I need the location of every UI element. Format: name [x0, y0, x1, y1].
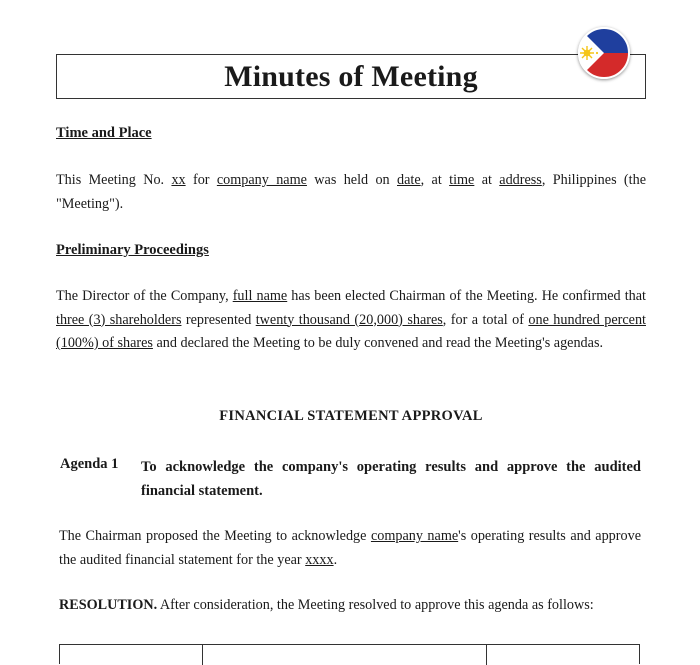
resolution-paragraph: RESOLUTION. After consideration, the Meeting resolved to approve this agenda as follows:	[59, 597, 594, 613]
agenda-text: To acknowledge the company's operating results and approve the audited financial statement.	[141, 459, 641, 499]
table-column-divider	[202, 645, 203, 665]
address-field: address	[499, 172, 542, 188]
section-heading-preliminary: Preliminary Proceedings	[56, 242, 209, 258]
year-field: xxxx	[305, 551, 334, 568]
title-box	[56, 54, 646, 99]
full-name-field: full name	[232, 288, 288, 304]
meeting-number-field: xx	[171, 172, 186, 188]
shareholders-field: three (3) shareholders	[56, 311, 182, 328]
page-title: Minutes of Meeting	[224, 59, 478, 93]
philippines-flag-icon	[578, 27, 630, 79]
shares-field: twenty thousand (20,000) shares	[255, 311, 443, 328]
resolution-label: RESOLUTION.	[59, 597, 158, 613]
percent-field: one hundred percent (100%) of shares	[56, 311, 646, 351]
section-heading-time-place: Time and Place	[56, 125, 152, 141]
table-column-divider	[486, 645, 487, 665]
company-name-field: company name	[216, 172, 307, 188]
date-field: date	[397, 172, 421, 188]
financial-statement-heading: FINANCIAL STATEMENT APPROVAL	[219, 408, 483, 424]
company-name-field: company name	[370, 528, 459, 544]
agenda-label: Agenda 1	[60, 456, 119, 472]
chairman-paragraph: The Chairman proposed the Meeting to acknowledge company name's operating results and approve the audited financial statement for the year xxxx.	[59, 528, 641, 568]
time-field: time	[449, 172, 475, 188]
time-place-paragraph: This Meeting No. xx for company name was held on date, at time at address, Philippines (the "Meeting").	[56, 172, 646, 212]
preliminary-paragraph: The Director of the Company, full name has been elected Chairman of the Meeting. He confirmed that three (3) shareholders represented twenty thousand (20,000) shares, for a total of one hundred percent (100%) of shares and declared the Meeting to be duly convened and read the Meeting's agendas.	[56, 288, 646, 351]
resolution-table	[59, 644, 640, 664]
